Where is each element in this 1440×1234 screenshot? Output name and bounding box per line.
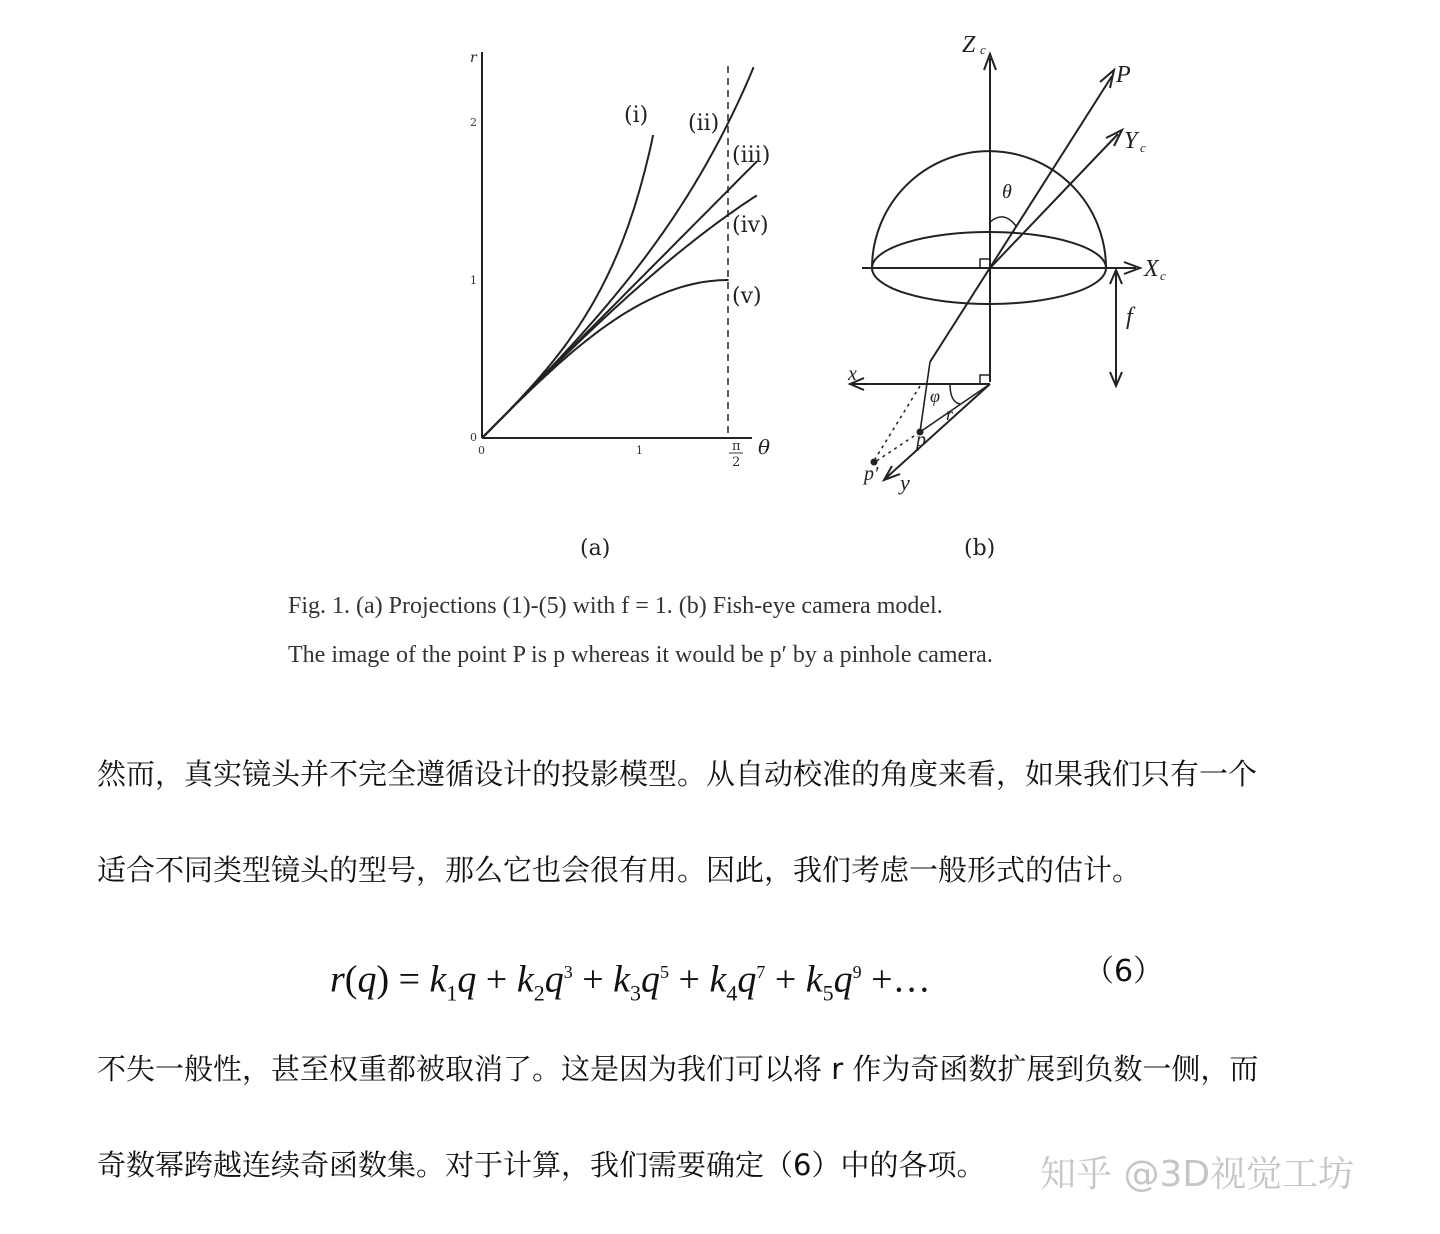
- label-x-image: x: [848, 363, 857, 385]
- eq-theta-3: q: [544, 958, 564, 1001]
- y-tick-0: 0: [470, 431, 477, 444]
- eq-open-paren: (: [344, 958, 358, 1001]
- label-x: X: [1144, 256, 1159, 282]
- paragraph-1-line-2: 适合不同类型镜头的型号，那么它也会很有用。因此，我们考虑一般形式的估计。: [97, 853, 1142, 887]
- equation-number: （6）: [1084, 954, 1164, 989]
- panel-a: [470, 50, 770, 561]
- caption-line-2: The image of the point P is p whereas it would be p′ by a pinhole camera.: [288, 642, 993, 668]
- paragraph-1-line-1: 然而，真实镜头并不完全遵循设计的投影模型。从自动校准的角度来看，如果我们只有一个: [97, 757, 1258, 791]
- curve-label-i: (i): [624, 103, 649, 128]
- dotted-1: [872, 386, 920, 464]
- eq-k: k: [429, 958, 447, 1001]
- label-r: r: [946, 404, 954, 424]
- curve-label-v: (v): [732, 284, 762, 309]
- label-z-sub: c: [980, 42, 986, 57]
- eq-k3: 3: [630, 980, 642, 1006]
- x-tick-pi-numerator: π: [732, 439, 741, 454]
- panel-b: [850, 54, 1140, 480]
- eq-k4: 4: [726, 980, 738, 1006]
- label-theta: θ: [1002, 181, 1012, 203]
- eq-theta-1: q: [457, 958, 477, 1001]
- theta-arc: [990, 217, 1016, 226]
- curve-1: [482, 135, 653, 438]
- eq-theta: q: [357, 958, 377, 1001]
- label-p-prime: p′: [864, 463, 879, 485]
- eq-k1: 1: [446, 980, 458, 1006]
- label-y: Y: [1124, 128, 1138, 154]
- y-tick-1: 1: [470, 274, 477, 287]
- eq-plus-1: +: [476, 958, 517, 1001]
- eq-theta-9: q: [833, 958, 853, 1001]
- eq-k5: 5: [822, 980, 834, 1006]
- label-y-image: y: [900, 470, 910, 495]
- label-f: f: [1126, 304, 1133, 330]
- eq-k2: 2: [533, 980, 545, 1006]
- eq-plus-2: +: [572, 958, 614, 1001]
- curve-label-iii: (iii): [732, 143, 771, 168]
- x-tick-pi-denominator: 2: [732, 455, 741, 470]
- curve-label-iv: (iv): [732, 213, 769, 238]
- eq-lhs-tail: ) =: [376, 958, 430, 1001]
- curve-label-ii: (ii): [688, 111, 720, 136]
- sub-caption-b: (b): [964, 536, 996, 561]
- eq-k: k: [613, 958, 631, 1001]
- paragraph-2-line-2: 奇数幂跨越连续奇函数集。对于计算，我们需要确定（6）中的各项。: [97, 1148, 986, 1182]
- y-axis-label: r: [470, 50, 477, 66]
- eq-e7: 7: [756, 962, 766, 982]
- x-tick-1: 1: [636, 444, 643, 457]
- figure: [0, 0, 1440, 580]
- ray-p: [930, 76, 1112, 362]
- label-phi: φ: [930, 386, 940, 406]
- figure-caption: [288, 582, 1168, 680]
- label-z: Z: [962, 32, 976, 58]
- eq-theta-7: q: [737, 958, 757, 1001]
- eq-k: k: [709, 958, 727, 1001]
- x-axis-label: θ: [758, 435, 771, 459]
- eq-plus-4: +: [765, 958, 806, 1001]
- panel-b-labels: [847, 32, 1166, 495]
- eq-e9: 9: [852, 962, 862, 982]
- paragraph-2-line-1: 不失一般性，甚至权重都被取消了。这是因为我们可以将 r 作为奇函数扩展到负数一侧，而: [97, 1052, 1259, 1086]
- caption-line-1: Fig. 1. (a) Projections (1)-(5) with f = 1. (b) Fish-eye camera model.: [288, 593, 943, 619]
- eq-theta-5: q: [641, 958, 661, 1001]
- right-angle-image: [980, 375, 990, 384]
- label-p-image: p: [916, 429, 926, 451]
- dotted-2: [872, 432, 920, 464]
- eq-e3: 3: [563, 962, 573, 982]
- eq-k: k: [805, 958, 823, 1001]
- eq-plus-3: +: [669, 958, 710, 1001]
- watermark: 知乎 @3D视觉工坊: [1040, 1154, 1355, 1195]
- label-p: P: [1116, 62, 1131, 88]
- eq-ellipsis: +…: [861, 958, 931, 1001]
- eq-r: r: [330, 958, 345, 1001]
- phi-arc: [950, 384, 960, 404]
- eq-e5: 5: [660, 962, 670, 982]
- sub-caption-a: (a): [580, 536, 611, 561]
- y-tick-2: 2: [470, 116, 477, 129]
- eq-k: k: [516, 958, 534, 1001]
- right-angle-center: [980, 259, 989, 268]
- ray-lower: [920, 362, 930, 432]
- x-tick-0: 0: [478, 444, 485, 457]
- paragraph-1: [97, 726, 1407, 918]
- curve-5: [482, 280, 729, 438]
- label-y-sub: c: [1140, 140, 1146, 155]
- label-x-sub: c: [1160, 268, 1166, 283]
